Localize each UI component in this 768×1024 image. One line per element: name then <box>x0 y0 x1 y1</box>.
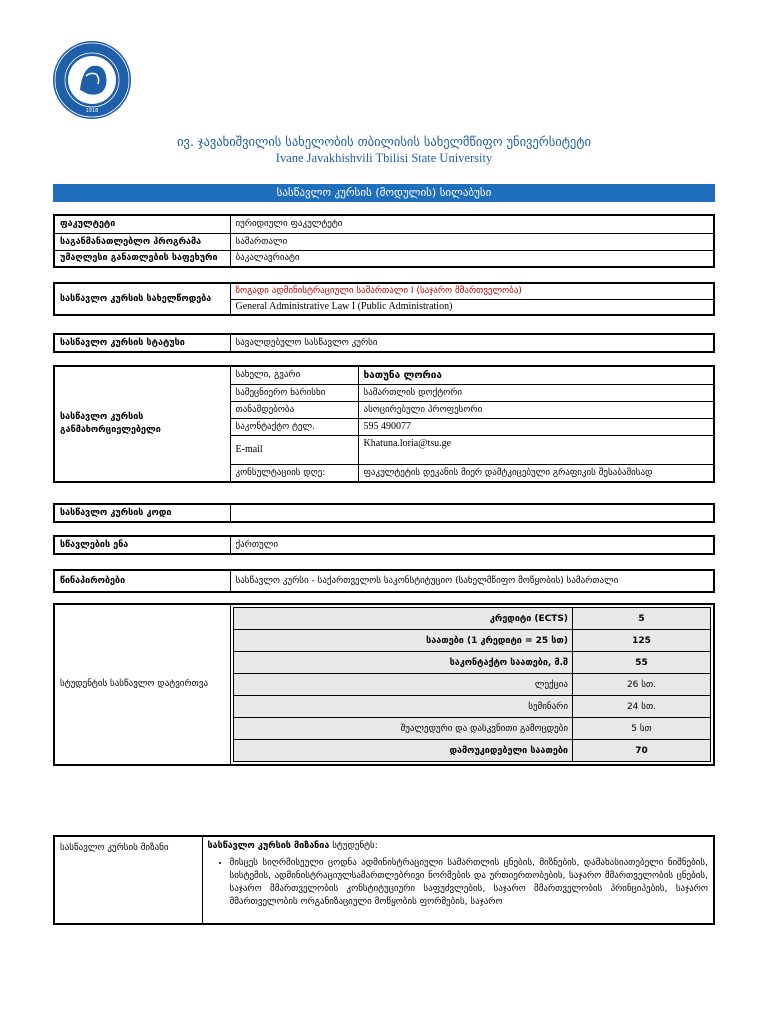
instructor-key: სახელი, გვარი <box>230 366 358 384</box>
university-name-ka: ივ. ჯავახიშვილის სახელობის თბილისის სახელმწიფო უნივერსიტეტი <box>177 134 591 149</box>
course-name-en: General Administrative Law I (Public Administration) <box>230 299 714 315</box>
workload-table <box>53 603 715 766</box>
contact-hours-value: 55 <box>573 652 711 674</box>
goal-content <box>202 836 714 924</box>
course-code-label: სასწავლო კურსის კოდი <box>54 504 230 522</box>
syllabus-title: სასწავლო კურსის (მოდულის) სილაბუსი <box>53 184 715 202</box>
logo-year: 1918 <box>85 108 99 114</box>
course-status-label: სასწავლო კურსის სტატუსი <box>54 334 230 352</box>
faculty-table <box>53 214 715 268</box>
workload-key: საათები (1 კრედიტი = 25 სთ) <box>233 630 573 652</box>
workload-key: დამოუკიდებელი საათები <box>233 740 573 762</box>
goal-table <box>53 835 715 925</box>
prerequisites-value: სასწავლო კურსი - საქართველოს საკონსტიტუციო (სახელმწიფო მოწყობის) სამართალი <box>230 570 714 592</box>
instructor-name: ხათუნა ლორია <box>358 366 714 384</box>
instructor-degree: სამართლის დოქტორი <box>358 384 714 401</box>
level-label: უმაღლესი განათლების საფეხური <box>54 250 230 267</box>
language-table <box>53 535 715 555</box>
instructor-key: საკონტაქტო ტელ. <box>230 418 358 435</box>
workload-cell <box>230 604 714 765</box>
independent-hours-value: 70 <box>573 740 711 762</box>
goal-intro-bold: სასწავლო კურსის მიზანია <box>207 841 330 851</box>
instructor-phone: 595 490077 <box>358 418 714 435</box>
instructor-position: ასოცირებული პროფესორი <box>358 401 714 418</box>
course-status-value: სავალდებულო სასწავლო კურსი <box>230 334 714 352</box>
consultation-value: ფაკულტეტის დეკანის მიერ დამტკიცებული გრაფიკის შესაბამისად <box>358 464 714 482</box>
workload-key: საკონტაქტო საათები, მ.შ <box>233 652 573 674</box>
workload-key: ლექცია <box>233 674 573 696</box>
course-status-table <box>53 333 715 353</box>
goal-list <box>208 857 709 909</box>
language-label: სწავლების ენა <box>54 536 230 554</box>
goal-label: სასწავლო კურსის მიზანი <box>54 836 202 924</box>
instructor-table <box>53 365 715 483</box>
instructor-email[interactable]: Khatuna.loria@tsu.ge <box>358 435 714 464</box>
course-name-ka: ზოგადი ადმინისტრაციული სამართალი I (საჯარო მმართველობა) <box>230 283 714 299</box>
course-name-label: სასწავლო კურსის სახელწოდება <box>54 283 230 315</box>
exams-value: 5 სთ <box>573 718 711 740</box>
course-name-table <box>53 282 715 316</box>
faculty-value: იურიდიული ფაკულტეტი <box>230 215 714 233</box>
workload-inner-table <box>233 607 712 762</box>
university-name-en: Ivane Javakhishvili Tbilisi State University <box>275 151 493 165</box>
instructor-key: კონსულტაციის დღე: <box>230 464 358 482</box>
seminar-value: 24 სთ. <box>573 696 711 718</box>
goal-intro-rest: სტუდენტს: <box>329 841 378 851</box>
instructor-key: თანამდებობა <box>230 401 358 418</box>
goal-bullet: • მისცეს სიღრმისეული ცოდნა ადმინისტრაციული სამართლის ცნების, მიზნების, დამახასიათებელი ნიშნების, სისტემის, ადმინისტრაციულსამართლებრივი ნორმების და ურთიერთობების, საჯარო მმართველობის ცნების, საჯარო მმართველობის კონსტიტუციური საფუძვლების, საჯარო მმართველობის პრინციპების, საჯარო მმართველობის ორგანიზაციული მოწყობის ფორმების, საჯარო <box>230 857 709 909</box>
language-value: ქართული <box>230 536 714 554</box>
course-code-table <box>53 503 715 523</box>
university-logo <box>52 40 132 120</box>
credits-value: 5 <box>573 608 711 630</box>
lecture-value: 26 სთ. <box>573 674 711 696</box>
prerequisites-label: წინაპირობები <box>54 570 230 592</box>
prerequisites-table <box>53 569 715 593</box>
program-label: საგანმანათლებლო პროგრამა <box>54 233 230 250</box>
course-code-value <box>230 504 714 522</box>
instructor-label: სასწავლო კურსის განმახორციელებელი <box>54 366 230 482</box>
level-value: ბაკალავრიატი <box>230 250 714 267</box>
faculty-label: ფაკულტეტი <box>54 215 230 233</box>
workload-key: შუალედური და დასკვნითი გამოცდები <box>233 718 573 740</box>
hours-value: 125 <box>573 630 711 652</box>
instructor-key: E-mail <box>230 435 358 464</box>
workload-key: კრედიტი (ECTS) <box>233 608 573 630</box>
instructor-key: სამეცნიერო ხარისხი <box>230 384 358 401</box>
workload-key: სემინარი <box>233 696 573 718</box>
program-value: სამართალი <box>230 233 714 250</box>
workload-label: სტუდენტის სასწავლო დატვირთვა <box>54 604 230 765</box>
